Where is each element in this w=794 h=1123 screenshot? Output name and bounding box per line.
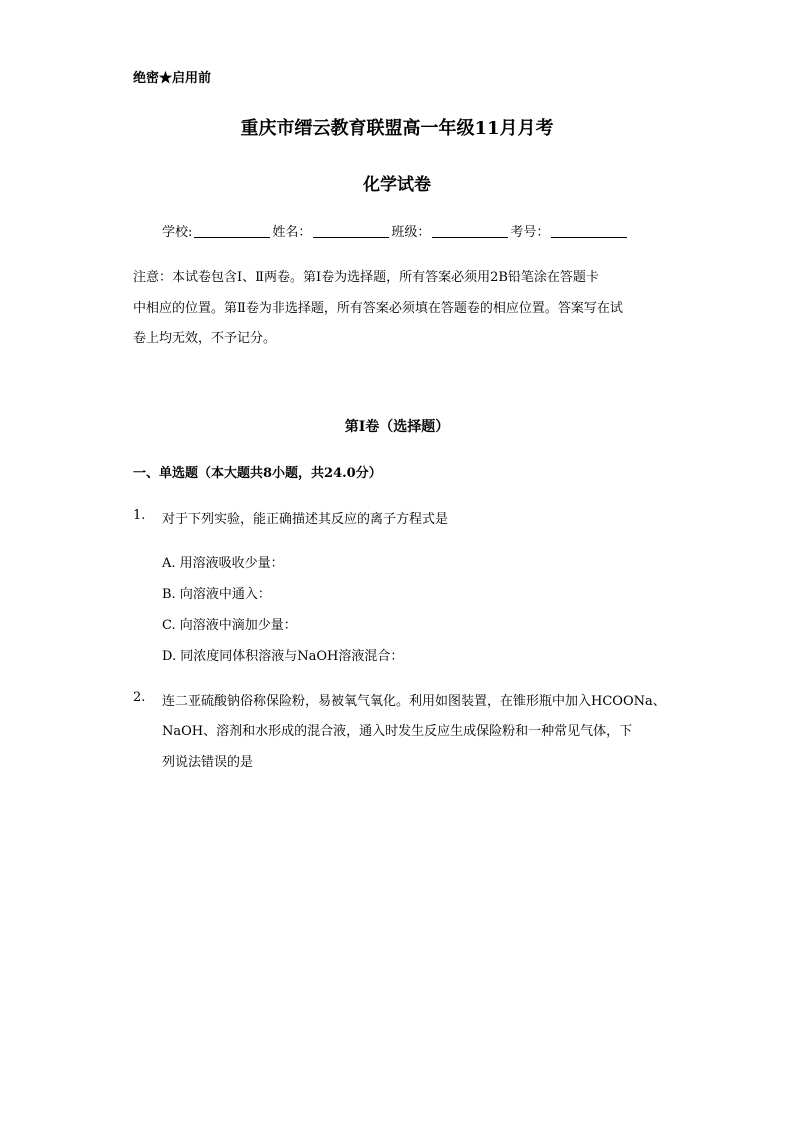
notice-line: 中相应的位置。第Ⅱ卷为非选择题，所有答案必须填在答题卷的相应位置。答案写在试: [133, 301, 623, 316]
question-text: NaOH、溶剂和水形成的混合液，通入时发生反应生成保险粉和一种常见气体，下: [162, 724, 633, 739]
notice-line: 卷上均无效，不予记分。: [133, 331, 277, 346]
confidential-mark: 绝密★启用前: [133, 71, 212, 86]
question-text: 对于下列实验，能正确描述其反应的离子方程式是: [162, 512, 449, 527]
name-blank: [313, 225, 389, 238]
exam-number-blank: [551, 225, 627, 238]
school-label: 学校:: [162, 225, 193, 240]
student-info-row: [162, 221, 629, 240]
option-d: D. 同浓度同体积溶液与NaOH溶液混合：: [162, 649, 404, 664]
school-blank: [194, 225, 270, 238]
question-text: 列说法错误的是: [162, 755, 254, 770]
class-label: 班级：: [391, 225, 431, 240]
part-title: 第Ⅰ卷（选择题）: [344, 419, 450, 435]
option-b: B. 向溶液中通入：: [162, 587, 271, 602]
question-number: 2.: [133, 690, 146, 705]
name-label: 姓名：: [272, 225, 312, 240]
option-a: A. 用溶液吸收少量：: [162, 556, 284, 571]
class-blank: [432, 225, 508, 238]
option-c: C. 向溶液中滴加少量：: [162, 618, 297, 633]
section-heading: 一、单选题（本大题共8小题，共24.0分）: [133, 466, 382, 481]
exam-title: 重庆市缙云教育联盟高一年级11月月考: [240, 118, 554, 139]
notice-line: 注意：本试卷包含Ⅰ、Ⅱ两卷。第Ⅰ卷为选择题，所有答案必须用2B铅笔涂在答题卡: [133, 270, 599, 285]
subject-title: 化学试卷: [363, 175, 431, 195]
question-text: 连二亚硫酸钠俗称保险粉，易被氧气氧化。利用如图装置，在锥形瓶中加入HCOONa、: [162, 694, 666, 709]
exam-number-label: 考号：: [510, 225, 550, 240]
question-number: 1.: [133, 508, 146, 523]
